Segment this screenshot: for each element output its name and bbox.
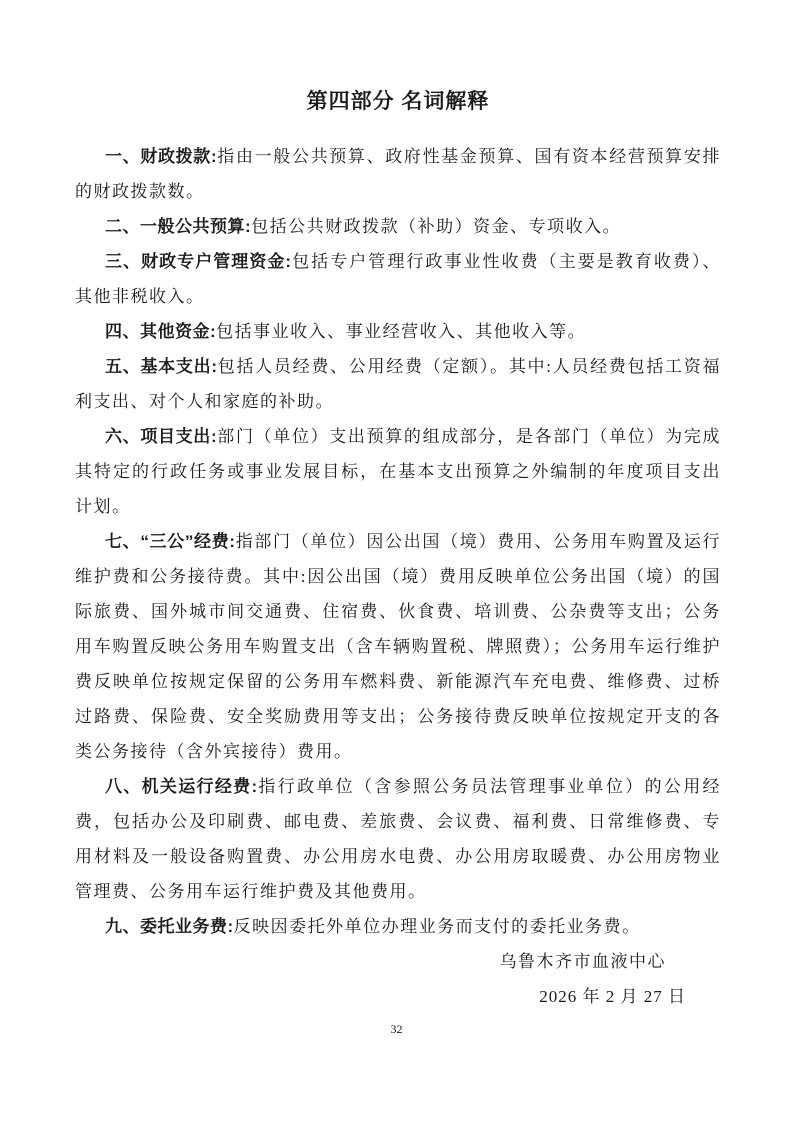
issue-date: 2026 年 2 月 27 日 bbox=[539, 987, 686, 1006]
document-content bbox=[75, 86, 721, 1014]
term-label-6: 六、项目支出: bbox=[105, 427, 218, 446]
definition-paragraph-2 bbox=[75, 209, 721, 244]
term-definition-3: 包括专户管理行政事业性收费（主要是教育收费）、其他非税收入。 bbox=[75, 252, 722, 306]
issuer-signature: 乌鲁木齐市血液中心 bbox=[499, 952, 666, 971]
term-label-7: 七、“三公”经费: bbox=[105, 532, 236, 551]
term-definition-8: 指行政单位（含参照公务员法管理事业单位）的公用经费，包括办公及印刷费、邮电费、差旅费、会议费、福利费、日常维修费、专用材料及一般设备购置费、办公用房水电费、办公用房取暖费、办公用房物业管理费、公务用车运行维护费及其他费用。 bbox=[75, 777, 721, 901]
term-label-8: 八、机关运行经费: bbox=[105, 777, 258, 796]
term-label-9: 九、委托业务费: bbox=[105, 917, 234, 936]
term-label-4: 四、其他资金: bbox=[105, 322, 217, 341]
term-definition-5: 包括人员经费、公用经费（定额）。其中:人员经费包括工资福利支出、对个人和家庭的补助。 bbox=[75, 357, 721, 411]
definition-paragraph-6 bbox=[75, 419, 721, 524]
term-label-1: 一、财政拨款: bbox=[105, 147, 218, 166]
definition-paragraph-8 bbox=[75, 769, 721, 909]
definition-paragraph-7 bbox=[75, 524, 721, 769]
page-number: 32 bbox=[390, 1022, 403, 1036]
definition-paragraph-4 bbox=[75, 314, 721, 349]
term-label-5: 五、基本支出: bbox=[105, 357, 218, 376]
term-definition-6: 部门（单位）支出预算的组成部分，是各部门（单位）为完成其特定的行政任务或事业发展目标，在基本支出预算之外编制的年度项目支出计划。 bbox=[75, 427, 721, 516]
definition-paragraph-5 bbox=[75, 349, 721, 419]
page-title: 第四部分 名词解释 bbox=[306, 90, 490, 113]
definition-paragraph-1 bbox=[75, 139, 721, 209]
term-definition-1: 指由一般公共预算、政府性基金预算、国有资本经营预算安排的财政拨款数。 bbox=[75, 147, 721, 201]
term-definition-9: 反映因委托外单位办理业务而支付的委托业务费。 bbox=[233, 917, 641, 936]
definition-paragraph-9 bbox=[75, 909, 721, 944]
term-definition-4: 包括事业收入、事业经营收入、其他收入等。 bbox=[216, 322, 587, 341]
term-label-2: 二、一般公共预算: bbox=[105, 217, 252, 236]
term-label-3: 三、财政专户管理资金: bbox=[105, 252, 292, 271]
term-definition-2: 包括公共财政拨款（补助）资金、专项收入。 bbox=[251, 217, 622, 236]
definition-paragraph-3 bbox=[75, 244, 721, 314]
term-definition-7: 指部门（单位）因公出国（境）费用、公务用车购置及运行维护费和公务接待费。其中:因公出国（境）费用反映单位公务出国（境）的国际旅费、国外城市间交通费、住宿费、伙食费、培训费、公杂费等支出；公务用车购置反映公务用车购置支出（含车辆购置税、牌照费）；公务用车运行维护费反映单位按规定保留的公务用车燃料费、新能源汽车充电费、维修费、过桥过路费、保险费、安全奖励费用等支出；公务接待费反映单位按规定开支的各类公务接待（含外宾接待）费用。 bbox=[75, 532, 722, 761]
